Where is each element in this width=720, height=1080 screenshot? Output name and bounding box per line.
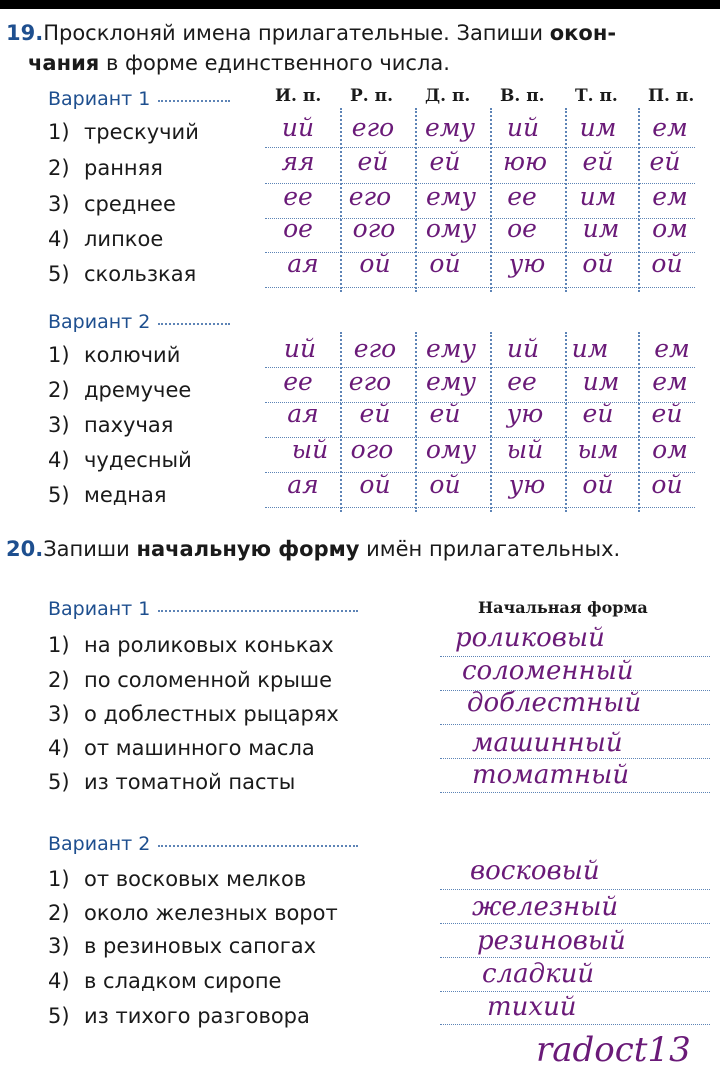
ending: ей bbox=[649, 147, 681, 176]
ending: им bbox=[582, 367, 620, 396]
task-19-v2-item: 3) пахучая bbox=[48, 413, 174, 437]
case-header-acc: В. п. bbox=[500, 86, 545, 106]
case-header-gen: Р. п. bbox=[350, 86, 393, 106]
task-19-variant-2-label: Вариант 2 bbox=[48, 311, 230, 333]
ending: ем bbox=[652, 113, 688, 142]
task-20-bold: начальную форму bbox=[136, 537, 360, 561]
ending: ему bbox=[425, 182, 477, 211]
task-20-v1-item: 4) от машинного масла bbox=[48, 736, 315, 760]
ending: ого bbox=[352, 214, 396, 243]
task-20-v2-item: 4) в сладком сиропе bbox=[48, 969, 282, 993]
ending: ей bbox=[429, 399, 461, 428]
task-19-v2-item: 5) медная bbox=[48, 483, 167, 507]
ending: ей bbox=[359, 399, 391, 428]
task-20-v2-item: 1) от восковых мелков bbox=[48, 867, 307, 891]
ending: яя bbox=[281, 147, 315, 176]
ending: его bbox=[348, 182, 392, 211]
ending: его bbox=[353, 334, 397, 363]
answer-line bbox=[265, 287, 695, 288]
task-20-variant-1-label: Вариант 1 bbox=[48, 598, 358, 620]
ending: его bbox=[348, 367, 392, 396]
top-black-bar bbox=[0, 0, 720, 9]
ending: ая bbox=[287, 249, 319, 278]
ending: ем bbox=[652, 367, 688, 396]
case-header-pre: П. п. bbox=[648, 86, 695, 106]
ending: ой bbox=[429, 470, 461, 499]
task-20-v1-item: 5) из томатной пасты bbox=[48, 770, 296, 794]
initial-form-answer: машинный bbox=[472, 728, 623, 758]
ending: ую bbox=[508, 249, 546, 278]
ending: ий bbox=[281, 113, 315, 142]
ending: ым bbox=[577, 435, 619, 464]
ending: ий bbox=[506, 113, 540, 142]
ending: ем bbox=[654, 334, 690, 363]
ending: им bbox=[579, 182, 617, 211]
author-signature: radoct13 bbox=[536, 1030, 691, 1070]
initial-form-header: Начальная форма bbox=[478, 598, 648, 617]
task-19-v2-item: 4) чудесный bbox=[48, 448, 192, 472]
ending: ее bbox=[283, 367, 313, 396]
answer-line bbox=[440, 889, 710, 890]
ending: ему bbox=[425, 367, 477, 396]
answer-line bbox=[440, 758, 710, 759]
task-20-v1-item: 1) на роликовых коньках bbox=[48, 633, 334, 657]
task-19-v1-item: 1) трескучий bbox=[48, 120, 199, 144]
ending: им bbox=[571, 334, 609, 363]
initial-form-answer: сладкий bbox=[482, 959, 595, 989]
task-20-number: 20. bbox=[6, 537, 44, 561]
ending: ом bbox=[652, 214, 688, 243]
ending: ему bbox=[424, 113, 476, 142]
ending: ей bbox=[429, 147, 461, 176]
answer-line bbox=[440, 957, 710, 958]
task-19-v1-item: 2) ранняя bbox=[48, 156, 163, 180]
ending: ое bbox=[283, 214, 313, 243]
ending: ее bbox=[507, 367, 537, 396]
ending: ая bbox=[287, 399, 319, 428]
ending: ое bbox=[507, 214, 537, 243]
ending: ему bbox=[425, 334, 477, 363]
ending: ой bbox=[582, 249, 614, 278]
task-19-text-after: в форме единственного числа. bbox=[99, 51, 450, 75]
ending: ей bbox=[582, 147, 614, 176]
ending: им bbox=[582, 214, 620, 243]
task-20-text-after: имён прилагательных. bbox=[359, 537, 621, 561]
task-19-bold-1: окон- bbox=[549, 21, 617, 45]
answer-line bbox=[440, 792, 710, 793]
task-19-v1-item: 5) скользкая bbox=[48, 262, 197, 286]
ending: ый bbox=[506, 435, 544, 464]
task-20-v1-item: 3) о доблестных рыцарях bbox=[48, 702, 339, 726]
case-header-ins: Т. п. bbox=[575, 86, 618, 106]
task-19-text-before: Просклоняй имена прилагательные. Запиши bbox=[43, 21, 550, 45]
initial-form-answer: томатный bbox=[472, 760, 630, 790]
case-header-nom: И. п. bbox=[275, 86, 322, 106]
ending: ую bbox=[508, 470, 546, 499]
answer-line bbox=[440, 1024, 710, 1025]
ending: ую bbox=[506, 399, 544, 428]
ending: ий bbox=[283, 334, 317, 363]
task-20-v2-item: 5) из тихого разговора bbox=[48, 1004, 310, 1028]
ending: им bbox=[579, 113, 617, 142]
ending: ому bbox=[425, 214, 477, 243]
initial-form-answer: тихий bbox=[487, 992, 577, 1022]
ending: ой bbox=[651, 249, 683, 278]
task-20-v2-item: 3) в резиновых сапогах bbox=[48, 934, 317, 958]
initial-form-answer: восковый bbox=[470, 856, 600, 886]
task-19-v1-item: 3) среднее bbox=[48, 192, 176, 216]
task-19-variant-1-label: Вариант 1 bbox=[48, 88, 230, 110]
ending: ой bbox=[651, 470, 683, 499]
task-20-header bbox=[6, 534, 620, 564]
ending: его bbox=[351, 113, 395, 142]
initial-form-answer: соломенный bbox=[462, 656, 634, 686]
ending: ее bbox=[283, 182, 313, 211]
ending: ее bbox=[507, 182, 537, 211]
initial-form-answer: железный bbox=[472, 892, 619, 922]
ending: ой bbox=[582, 470, 614, 499]
case-header-dat: Д. п. bbox=[425, 86, 471, 106]
task-19-v2-item: 2) дремучее bbox=[48, 378, 192, 402]
answer-line bbox=[440, 923, 710, 924]
task-19-v1-item: 4) липкое bbox=[48, 227, 164, 251]
task-19-number: 19. bbox=[6, 21, 44, 45]
ending: ая bbox=[287, 470, 319, 499]
task-20-v2-item: 2) около железных ворот bbox=[48, 901, 338, 925]
ending: ой bbox=[359, 249, 391, 278]
task-20-variant-2-label: Вариант 2 bbox=[48, 833, 358, 855]
ending: ом bbox=[652, 435, 688, 464]
initial-form-answer: роликовый bbox=[455, 623, 605, 653]
ending: ому bbox=[425, 435, 477, 464]
task-19-header bbox=[6, 18, 716, 78]
task-19-v2-item: 1) колючий bbox=[48, 343, 181, 367]
answer-line bbox=[265, 507, 695, 508]
ending: ем bbox=[652, 182, 688, 211]
ending: ей bbox=[651, 399, 683, 428]
initial-form-answer: резиновый bbox=[477, 926, 626, 956]
ending: ой bbox=[359, 470, 391, 499]
ending: ой bbox=[429, 249, 461, 278]
ending: ий bbox=[506, 334, 540, 363]
ending: ей bbox=[582, 399, 614, 428]
task-20-text-before: Запиши bbox=[43, 537, 137, 561]
task-20-v1-item: 2) по соломенной крыше bbox=[48, 668, 333, 692]
answer-line bbox=[440, 724, 710, 725]
ending: ый bbox=[291, 435, 329, 464]
ending: ого bbox=[350, 435, 394, 464]
ending: ей bbox=[357, 147, 389, 176]
ending: юю bbox=[502, 147, 548, 176]
task-19-bold-2: чания bbox=[28, 51, 100, 75]
initial-form-answer: доблестный bbox=[467, 688, 642, 718]
